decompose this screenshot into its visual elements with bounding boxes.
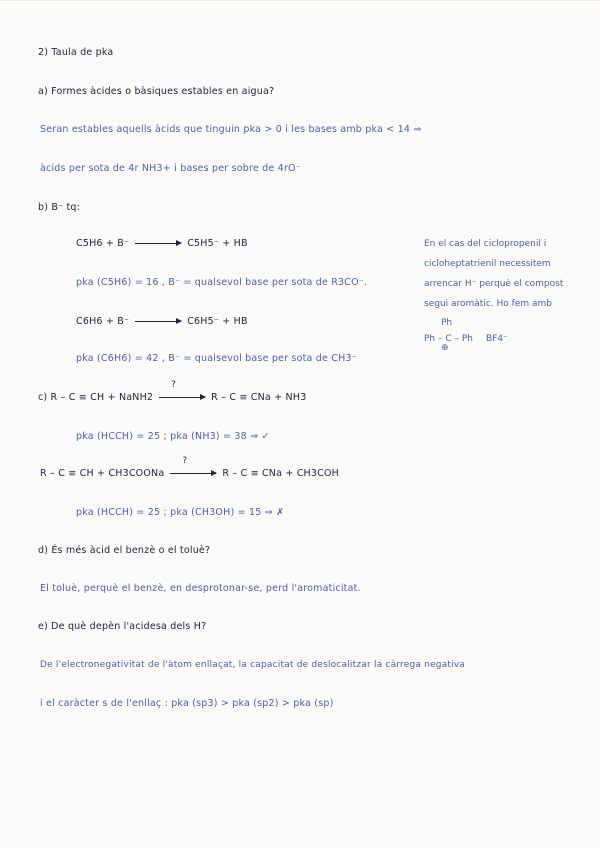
question-mark: ? xyxy=(182,456,188,466)
side-note-line3: arrencar H⁻ perquè el compost xyxy=(424,279,564,289)
equation-b2-left: C6H6 + B⁻ xyxy=(76,316,130,327)
question-e: e) De què depèn l'acidesa dels H? xyxy=(38,621,207,632)
answer-a-line2: àcids per sota de 4r NH3+ i bases per sobre de 4rO⁻ xyxy=(40,163,301,174)
side-note-line2: cicloheptatrienil necessitem xyxy=(424,259,551,269)
answer-e-line2: i el caràcter s de l'enllaç : pka (sp3) > pka (sp2) > pka (sp) xyxy=(40,698,334,709)
answer-e-line1: De l'electronegativitat de l'àtom enllaçat, la capacitat de deslocalitzar la càrrega negativa xyxy=(40,660,466,670)
equation-b2-right: C6H5⁻ + HB xyxy=(187,316,248,327)
side-note-line1: En el cas del ciclopropenil i xyxy=(424,239,547,249)
note-c2: pka (HCCH) = 25 ; pka (CH3OH) = 15 ⇒ ✗ xyxy=(76,507,285,518)
question-d: d) És més àcid el benzè o el toluè? xyxy=(38,545,211,556)
equation-b1 xyxy=(76,238,248,249)
reaction-arrow-icon xyxy=(135,243,181,244)
note-c1: pka (HCCH) = 25 ; pka (NH3) = 38 ⇒ ✓ xyxy=(76,431,270,442)
note-b1: pka (C5H6) = 16 , B⁻ = qualsevol base per sota de R3CO⁻. xyxy=(76,277,368,288)
equation-c1-right: R – C ≡ CNa + NH3 xyxy=(211,392,307,403)
equation-b1-left: C5H6 + B⁻ xyxy=(76,238,130,249)
answer-d: El toluè, perquè el benzè, en desprotonar-se, perd l'aromaticitat. xyxy=(40,583,361,594)
reaction-arrow-icon xyxy=(135,321,181,322)
side-formula-mid: Ph – C – Ph xyxy=(424,334,473,344)
equation-c2-right: R – C ≡ CNa + CH3COH xyxy=(222,468,340,479)
section-title: 2) Taula de pka xyxy=(38,47,114,58)
answer-a-line1: Seran estables aquells àcids que tinguin pka > 0 i les bases amb pka < 14 ⇒ xyxy=(40,124,422,135)
question-mark: ? xyxy=(171,380,177,390)
equation-c1-left: c) R – C ≡ CH + NaNH2 xyxy=(38,392,154,403)
side-formula-plus: ⊕ xyxy=(441,343,449,353)
equation-c2 xyxy=(40,456,340,479)
label-b: b) B⁻ tq: xyxy=(38,202,81,213)
reaction-arrow-icon xyxy=(170,473,216,474)
reaction-arrow-icon xyxy=(159,397,205,398)
equation-b2 xyxy=(76,316,248,327)
note-b2: pka (C6H6) = 42 , B⁻ = qualsevol base per sota de CH3⁻ xyxy=(76,353,357,364)
question-a: a) Formes àcides o bàsiques estables en aigua? xyxy=(38,86,275,97)
equation-c1 xyxy=(38,380,307,403)
side-formula-bf: BF4⁻ xyxy=(486,334,508,344)
side-formula-top: Ph xyxy=(441,318,453,328)
equation-c2-left: R – C ≡ CH + CH3COONa xyxy=(40,468,165,479)
equation-b1-right: C5H5⁻ + HB xyxy=(187,238,248,249)
side-note-line4: segui aromàtic. Ho fem amb xyxy=(424,299,552,309)
